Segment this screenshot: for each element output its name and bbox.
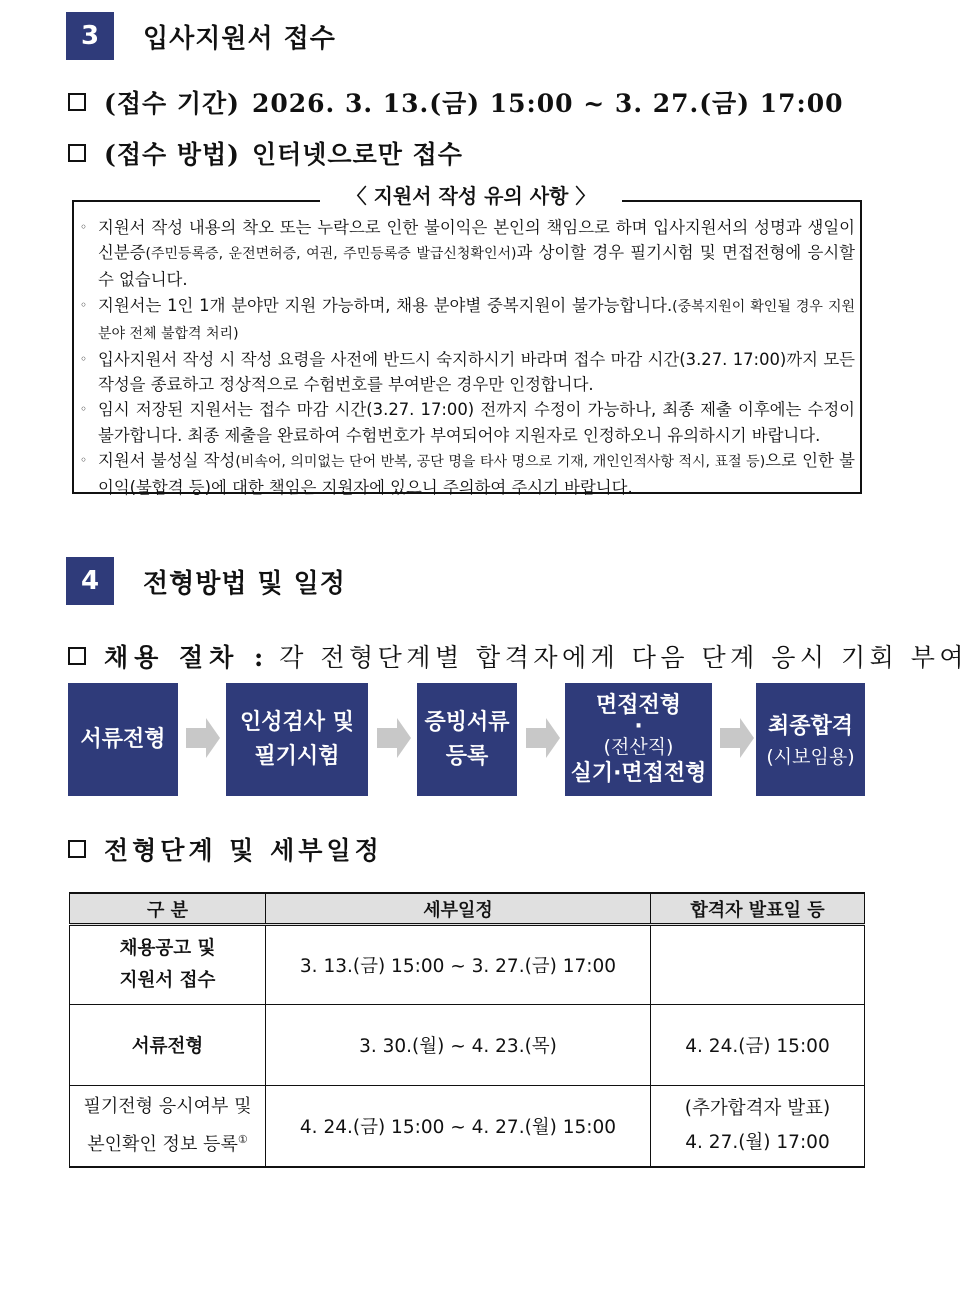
notice-item-small: (주민등록증, 운전면허증, 여권, 주민등록증 발급신청확인서) bbox=[145, 246, 517, 263]
arrow-right-icon bbox=[720, 718, 754, 758]
section-3-title: 입사지원서 접수 bbox=[143, 24, 336, 54]
notice-item-text: 지원서 불성실 작성 bbox=[98, 450, 236, 470]
announce-cell bbox=[651, 925, 865, 1005]
notice-item bbox=[80, 397, 855, 447]
arrow-right-icon bbox=[377, 718, 411, 758]
stage-line: 지원서 접수 bbox=[119, 970, 216, 991]
reception-period-line bbox=[68, 84, 844, 120]
bullet-dot-icon: ◦ bbox=[80, 352, 88, 367]
notice-item bbox=[80, 347, 855, 397]
notice-item bbox=[80, 448, 855, 500]
procedure-line bbox=[68, 638, 968, 674]
notice-item-text: 임시 저장된 지원서는 접수 마감 시간(3.27. 17:00) 전까지 수정이 가능하나, 최종 제출 이후에는 수정이 불가합니다. 최종 제출을 완료하여 수험번호가 부여되어야 지원자로 인정하오니 유의하시기 바랍니다. bbox=[98, 400, 855, 445]
table-header: 합격자 발표일 등 bbox=[651, 893, 865, 925]
notice-item bbox=[80, 215, 855, 293]
notice-item-small: (중복지원이 확인될 경우 지원분야 전체 불합격 처리) bbox=[98, 298, 855, 342]
stage-line: 채용공고 및 bbox=[119, 938, 216, 959]
notice-item-tail: 과 상이할 경우 필기시험 및 면접전형에 응시할 수 없습니다. bbox=[98, 243, 855, 290]
section-4-number: 4 bbox=[66, 557, 114, 605]
flow-step-label-2: 등록 bbox=[445, 743, 489, 769]
table-header: 세부일정 bbox=[266, 893, 651, 925]
flow-step-label-3: 실기·면접전형 bbox=[570, 760, 707, 786]
flow-step-sub: (시보임용) bbox=[766, 745, 855, 768]
footnote-marker: ① bbox=[237, 1133, 248, 1147]
notice-item-tail: 으로 인한 불이익(불합격 등)에 대한 책임은 지원자에 있으니 주의하여 주시기 바랍니다. bbox=[98, 450, 855, 498]
stage-cell: 서류전형 bbox=[70, 1005, 266, 1086]
announce-line: 4. 27.(월) 17:00 bbox=[685, 1131, 830, 1153]
notice-title: 〈 지원서 작성 유의 사항 〉 bbox=[320, 180, 622, 209]
flow-step-5 bbox=[756, 683, 865, 796]
procedure-label: 채용 절차 : bbox=[104, 643, 270, 672]
checkbox-square-icon bbox=[68, 144, 86, 162]
notice-item bbox=[80, 293, 855, 347]
procedure-text: 각 전형단계별 합격자에게 다음 단계 응시 기회 부여 bbox=[279, 643, 969, 672]
notice-item-text: 입사지원서 작성 시 작성 요령을 사전에 반드시 숙지하시기 바라며 접수 마감 시간(3.27. 17:00)까지 모든 작성을 종료하고 정상적으로 수험번호를 부여받은 경우만 인정합니다. bbox=[98, 350, 855, 395]
flow-step-label: 인성검사 및 bbox=[240, 709, 354, 735]
table-row bbox=[70, 1005, 865, 1086]
announce-line: (추가합격자 발표) bbox=[684, 1097, 831, 1119]
flow-step-label: 서류전형 bbox=[80, 726, 166, 752]
checkbox-square-icon bbox=[68, 647, 86, 665]
schedule-line bbox=[68, 831, 383, 867]
notice-body bbox=[80, 215, 855, 500]
reception-method-value: 인터넷으로만 접수 bbox=[251, 140, 463, 169]
flow-step-4 bbox=[565, 683, 712, 796]
table-header: 구 분 bbox=[70, 893, 266, 925]
notice-item-small: (비속어, 의미없는 단어 반복, 공단 명을 타사 명으로 기재, 개인인적사항 적시, 표절 등) bbox=[235, 453, 766, 470]
schedule-label: 전형단계 및 세부일정 bbox=[104, 836, 383, 865]
section-4-title: 전형방법 및 일정 bbox=[143, 569, 346, 599]
flow-step-label: 최종합격 bbox=[767, 713, 853, 739]
bullet-dot-icon: ◦ bbox=[80, 297, 88, 312]
flow-step-label: 증빙서류 bbox=[424, 709, 510, 735]
notice-item-text: 지원서는 1인 1개 분야만 지원 가능하며, 채용 분야별 중복지원이 불가능합니다. bbox=[98, 295, 673, 315]
schedule-table bbox=[69, 892, 865, 1168]
flow-step-3 bbox=[417, 683, 517, 796]
flow-step-sub: (전산직) bbox=[603, 735, 674, 758]
detail-cell: 4. 24.(금) 15:00 ~ 4. 27.(월) 15:00 bbox=[266, 1086, 651, 1167]
stage-cell bbox=[70, 1086, 266, 1167]
reception-period-label: (접수 기간) bbox=[104, 89, 240, 118]
bullet-dot-icon: ◦ bbox=[80, 402, 88, 417]
flow-step-dot: · bbox=[634, 713, 643, 739]
stage-line: 필기전형 응시여부 및 bbox=[83, 1096, 252, 1118]
notice-item-text: 지원서 작성 내용의 착오 또는 누락으로 인한 불이익은 본인의 책임으로 하며 입사지원서의 성명과 생일이 신분증 bbox=[98, 218, 855, 263]
table-row bbox=[70, 925, 865, 1005]
reception-period-value: 2026. 3. 13.(금) 15:00 ~ 3. 27.(금) 17:00 bbox=[251, 89, 844, 118]
checkbox-square-icon bbox=[68, 840, 86, 858]
checkbox-square-icon bbox=[68, 93, 86, 111]
reception-method-line bbox=[68, 135, 463, 171]
flow-step-2 bbox=[226, 683, 368, 796]
announce-cell: 4. 24.(금) 15:00 bbox=[651, 1005, 865, 1086]
bullet-dot-icon: ◦ bbox=[80, 452, 88, 467]
arrow-right-icon bbox=[186, 718, 220, 758]
arrow-right-icon bbox=[526, 718, 560, 758]
announce-cell bbox=[651, 1086, 865, 1167]
detail-cell: 3. 13.(금) 15:00 ~ 3. 27.(금) 17:00 bbox=[266, 925, 651, 1005]
detail-cell: 3. 30.(월) ~ 4. 23.(목) bbox=[266, 1005, 651, 1086]
section-3-number: 3 bbox=[66, 12, 114, 60]
table-header-row bbox=[70, 893, 865, 925]
flow-step-label-2: 필기시험 bbox=[254, 743, 340, 769]
bullet-dot-icon: ◦ bbox=[80, 220, 88, 234]
table-row bbox=[70, 1086, 865, 1167]
flow-step-1 bbox=[68, 683, 178, 796]
reception-method-label: (접수 방법) bbox=[104, 140, 240, 169]
flow-step-label: 면접전형 bbox=[595, 692, 681, 718]
stage-line: 본인확인 정보 등록 bbox=[87, 1134, 238, 1156]
stage-cell bbox=[70, 925, 266, 1005]
